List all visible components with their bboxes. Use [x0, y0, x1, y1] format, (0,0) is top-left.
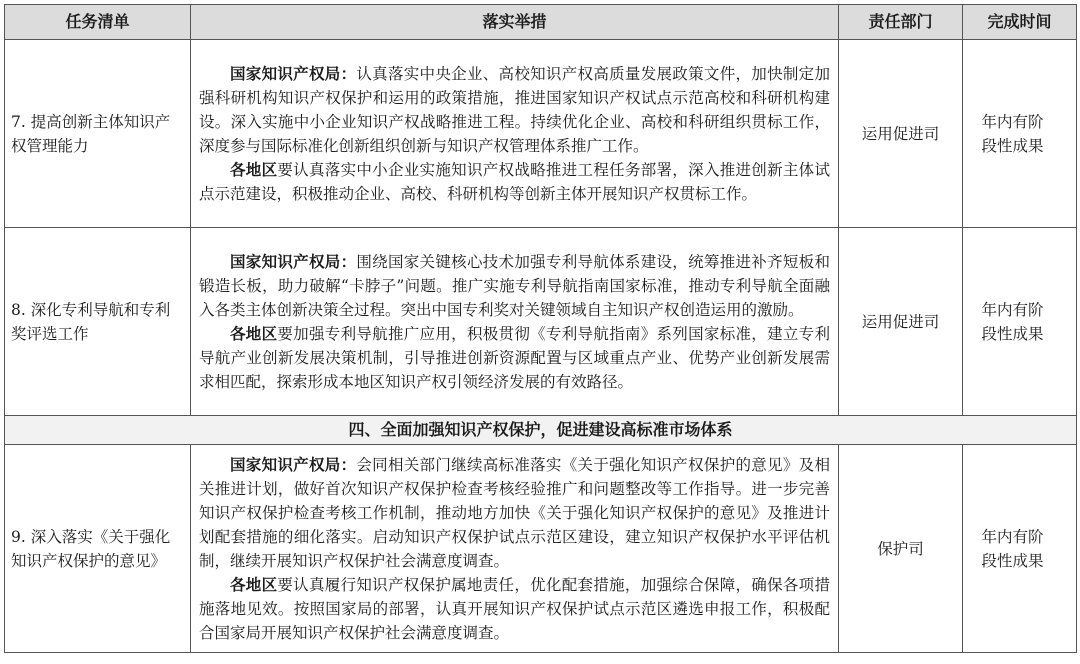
local-lead: 各地区 — [230, 576, 278, 594]
task-cell: 8. 深化专利导航和专利奖评选工作 — [5, 228, 191, 416]
national-text: 认真落实中央企业、高校知识产权高质量发展政策文件，加快制定加强科研机构知识产权保护和运用的政策措施，推进国家知识产权试点示范高校和科研机构建设。深入实施中小企业知识产权战略推进工程。持续优化企业、高校和科研组织贯标工作，深度参与国际标准化创新组织创新与知识产权管理体系推广工作。 — [199, 65, 830, 155]
measure-cell — [191, 40, 839, 228]
table-row — [5, 40, 1077, 228]
time-text: 年内有阶段性成果 — [981, 112, 1044, 155]
time-text: 年内有阶段性成果 — [981, 527, 1044, 570]
local-paragraph — [199, 322, 830, 394]
header-task: 任务清单 — [5, 5, 191, 40]
table-row — [5, 445, 1077, 653]
dept-cell: 保护司 — [839, 445, 963, 653]
local-text: 要加强专利导航推广应用，积极贯彻《专利导航指南》系列国家标准，建立专利导航产业创新发展决策机制，引导推进创新资源配置与区域重点产业、优势产业创新发展需求相匹配，探索形成本地区知识产权引领经济发展的有效路径。 — [199, 325, 830, 391]
table-row — [5, 228, 1077, 416]
dept-cell: 运用促进司 — [839, 228, 963, 416]
header-time: 完成时间 — [963, 5, 1077, 40]
local-text: 要认真落实中小企业实施知识产权战略推进工程任务部署，深入推进创新主体试点示范建设，积极推动企业、高校、科研机构等创新主体开展知识产权贯标工作。 — [199, 161, 830, 203]
local-lead: 各地区 — [230, 161, 278, 179]
measure-cell — [191, 445, 839, 653]
dept-cell: 运用促进司 — [839, 40, 963, 228]
local-paragraph — [199, 158, 830, 206]
task-cell: 9. 深入落实《关于强化知识产权保护的意见》 — [5, 445, 191, 653]
local-lead: 各地区 — [230, 325, 278, 343]
time-cell — [963, 228, 1077, 416]
measure-cell — [191, 228, 839, 416]
local-text: 要认真履行知识产权保护属地责任，优化配套措施，加强综合保障，确保各项措施落地见效。按照国家局的部署，认真开展知识产权保护试点示范区遴选申报工作，积极配合国家局开展知识产权保护社会满意度调查。 — [199, 576, 830, 642]
section-title: 四、全面加强知识产权保护，促进建设高标准市场体系 — [5, 416, 1077, 445]
header-measure: 落实举措 — [191, 5, 839, 40]
national-lead: 国家知识产权局： — [230, 456, 357, 474]
header-row — [5, 5, 1077, 40]
national-paragraph — [199, 62, 830, 158]
time-cell — [963, 445, 1077, 653]
header-dept: 责任部门 — [839, 5, 963, 40]
national-lead: 国家知识产权局： — [230, 65, 357, 83]
national-text: 围绕国家关键核心技术加强专利导航体系建设，统筹推进补齐短板和锻造长板，助力破解“卡脖子”问题。推广实施专利导航指南国家标准，推动专利导航全面融入各类主体创新决策全过程。突出中国专利奖对关键领域自主知识产权创造运用的激励。 — [199, 253, 830, 319]
national-text: 会同相关部门继续高标准落实《关于强化知识产权保护的意见》及相关推进计划，做好首次知识产权保护检查考核经验推广和问题整改等工作指导。进一步完善知识产权保护检查考核工作机制，推动地方加快《关于强化知识产权保护的意见》及推进计划配套措施的细化落实。启动知识产权保护试点示范区建设，建立知识产权保护水平评估机制，继续开展知识产权保护社会满意度调查。 — [199, 456, 830, 570]
task-cell: 7. 提高创新主体知识产权管理能力 — [5, 40, 191, 228]
national-paragraph — [199, 250, 830, 322]
national-paragraph — [199, 453, 830, 573]
section-row — [5, 416, 1077, 445]
task-table — [4, 4, 1077, 653]
national-lead: 国家知识产权局： — [230, 253, 357, 271]
time-cell — [963, 40, 1077, 228]
time-text: 年内有阶段性成果 — [981, 300, 1044, 343]
local-paragraph — [199, 573, 830, 645]
